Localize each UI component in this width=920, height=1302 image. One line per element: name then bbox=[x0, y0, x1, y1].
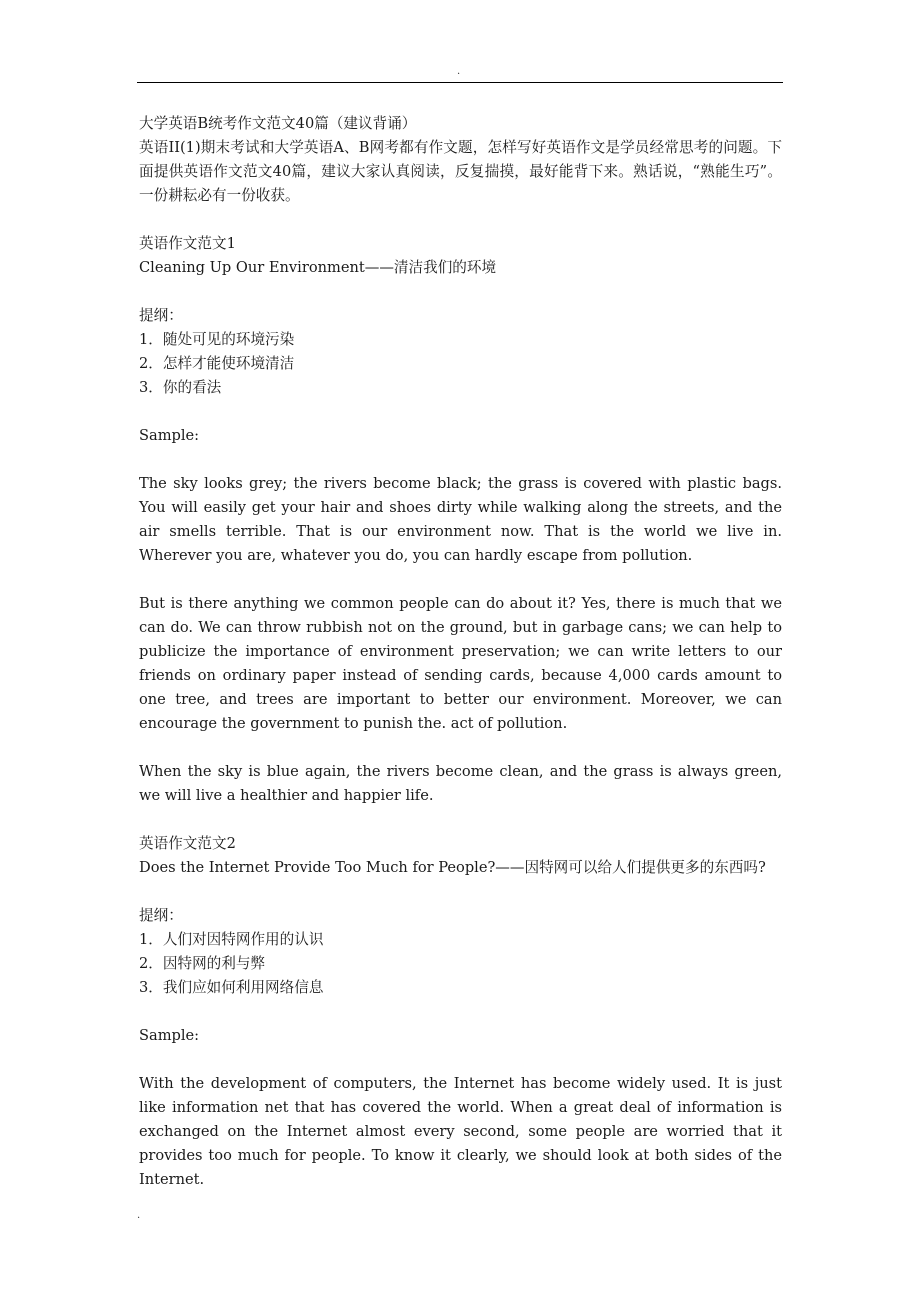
outline-item: 2．怎样才能使环境清洁 bbox=[139, 355, 295, 372]
spacer bbox=[139, 736, 782, 760]
spacer bbox=[139, 1000, 782, 1024]
spacer bbox=[139, 880, 782, 904]
sample-paragraph: But is there anything we common people can do about it? Yes, there is much that we can do. We can throw rubbish not on the ground, but in garbage cans; we can help to publicize the importance of environment preservation; we can write letters to our friends on ordinary paper instead of sending cards, because 4,000 cards amount to one tree, and trees are important to better our environment. Moreover, we can encourage the government to punish the. act of pollution. bbox=[139, 595, 782, 732]
spacer bbox=[139, 1048, 782, 1072]
essay-label: 英语作文范文1 bbox=[139, 235, 236, 252]
sample-paragraph: With the development of computers, the Internet has become widely used. It is just like information net that has covered the world. When a great deal of information is exchanged on the Internet almost every second, some people are worried that it provides too much for people. To know it clearly, we should look at both sides of the Internet. bbox=[139, 1075, 782, 1188]
document-body bbox=[139, 112, 782, 1192]
spacer bbox=[139, 400, 782, 424]
sample-label: Sample: bbox=[139, 427, 200, 444]
sample-paragraph: The sky looks grey; the rivers become black; the grass is covered with plastic bags. You will easily get your hair and shoes dirty while walking along the streets, and the air smells terrible. That is our environment now. That is the world we live in. Wherever you are, whatever you do, you can hardly escape from pollution. bbox=[139, 475, 782, 564]
outline-item: 3．我们应如何利用网络信息 bbox=[139, 979, 324, 996]
outline-item: 1．随处可见的环境污染 bbox=[139, 331, 295, 348]
spacer bbox=[139, 280, 782, 304]
outline-list bbox=[139, 328, 782, 400]
outline-label: 提纲： bbox=[139, 307, 183, 324]
outline-item: 3．你的看法 bbox=[139, 379, 222, 396]
outline-item: 2．因特网的利与弊 bbox=[139, 955, 266, 972]
outline-item: 1．人们对因特网作用的认识 bbox=[139, 931, 324, 948]
footer-mark: . bbox=[137, 1210, 141, 1221]
essay-title: Cleaning Up Our Environment——清洁我们的环境 bbox=[139, 259, 497, 276]
header-mark: . bbox=[457, 66, 461, 77]
spacer bbox=[139, 208, 782, 232]
intro-paragraph: 英语II(1)期末考试和大学英语A、B网考都有作文题，怎样写好英语作文是学员经常思考的问题。下面提供英语作文范文40篇，建议大家认真阅读，反复揣摸，最好能背下来。熟话说，“熟能生巧”。一份耕耘必有一份收获。 bbox=[139, 139, 782, 204]
spacer bbox=[139, 808, 782, 832]
essay-title: Does the Internet Provide Too Much for People?——因特网可以给人们提供更多的东西吗? bbox=[139, 859, 766, 876]
spacer bbox=[139, 568, 782, 592]
essay-label: 英语作文范文2 bbox=[139, 835, 236, 852]
document-title: 大学英语B统考作文范文40篇（建议背诵） bbox=[139, 115, 417, 132]
outline-label: 提纲： bbox=[139, 907, 183, 924]
spacer bbox=[139, 448, 782, 472]
sample-paragraph: When the sky is blue again, the rivers become clean, and the grass is always green, we will live a healthier and happier life. bbox=[139, 763, 782, 804]
sample-label: Sample: bbox=[139, 1027, 200, 1044]
header-rule bbox=[137, 82, 783, 83]
outline-list bbox=[139, 928, 782, 1000]
